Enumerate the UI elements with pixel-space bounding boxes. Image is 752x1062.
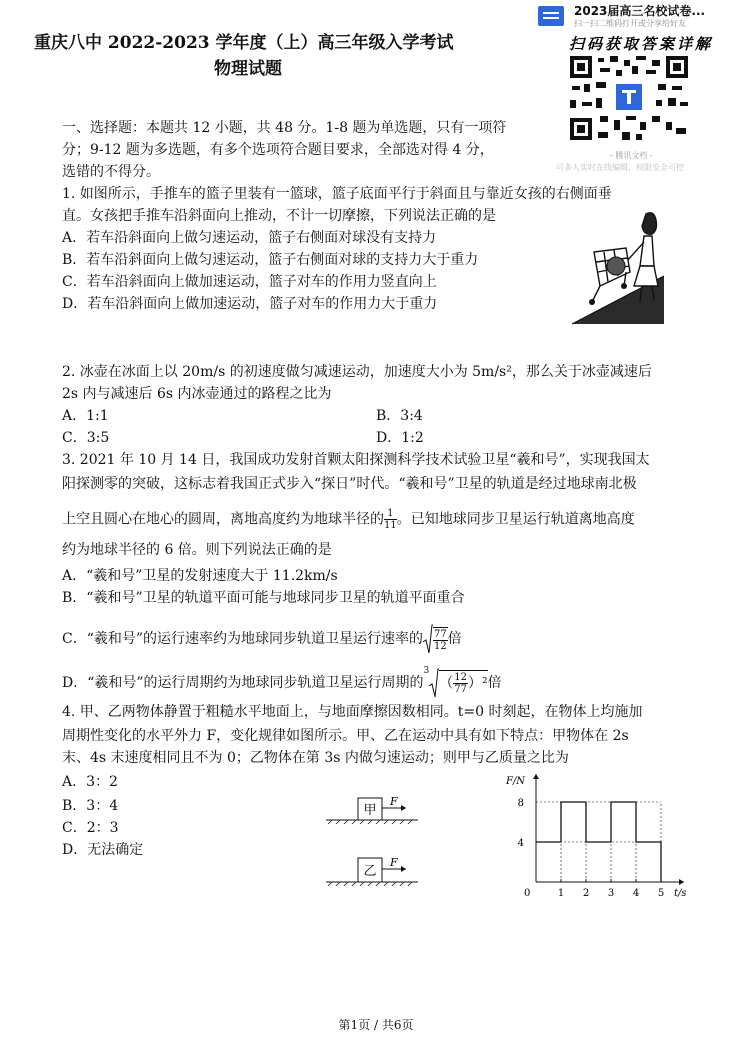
q3-option-d-den: 77 (454, 683, 468, 695)
x-tick-label: 2 (582, 888, 590, 899)
promo-banner[interactable] (530, 0, 752, 30)
q4-option-b: B．3：4 (62, 798, 119, 814)
q1-stem-2: 直。女孩把手推车沿斜面向上推动，不计一切摩擦，下列说法正确的是 (62, 208, 496, 224)
q3-stem-3-part2: 。已知地球同步卫星运行轨道离地高度 (396, 511, 635, 528)
q3-option-d-num: 12 (454, 671, 468, 683)
q4-force-time-chart (500, 770, 690, 900)
q3-option-c-num: 77 (434, 628, 447, 640)
q1-option-d: D．若车沿斜面向上做加速运动，篮子对车的作用力大于重力 (62, 296, 438, 312)
q4-option-d: D．无法确定 (62, 842, 144, 858)
q3-option-a: A．“羲和号”卫星的发射速度大于 11.2km/s (62, 568, 338, 584)
origin-label: 0 (524, 888, 531, 899)
promo-title: 2023届高三名校试卷... (574, 4, 706, 18)
q4-option-c: C．2：3 (62, 820, 119, 836)
q1-girl-cart-figure (572, 206, 664, 326)
x-tick-label: 4 (632, 888, 640, 899)
q4-stem-2: 周期性变化的水平外力 F，变化规律如图所示。甲、乙在运动中具有如下特点：甲物体在 2s (62, 728, 629, 744)
q1-option-b: B．若车沿斜面向上做匀速运动，篮子右侧面对球的支持力大于重力 (62, 252, 479, 268)
promo-qr-card[interactable] (530, 0, 752, 178)
q3-option-c-text: C．“羲和号”的运行速率约为地球同步轨道卫星运行速率的 (62, 631, 424, 647)
q3-stem-3-part1: 上空且圆心在地心的圆周，离地高度约为地球半径的 (62, 511, 384, 528)
q4-stem-1: 4. 甲、乙两物体静置于粗糙水平地面上，与地面摩擦因数相同。t=0 时刻起，在物体上均施加 (62, 704, 643, 720)
q2-stem-2: 2s 内与减速后 6s 内冰壶通过的路程之比为 (62, 386, 332, 402)
x-tick-label: 3 (607, 888, 615, 899)
x-axis-arrow (679, 879, 684, 885)
q3-fraction-num: 1 (384, 508, 397, 520)
q4-stem-3: 末、4s 末速度相同且不为 0；乙物体在第 3s 内做匀速运动；则甲与乙质量之比为 (62, 750, 569, 766)
force-series-line (536, 802, 661, 882)
q3-fraction-den: 11 (384, 520, 397, 531)
q1-option-c: C．若车沿斜面向上做加速运动，篮子对车的作用力竖直向上 (62, 274, 437, 290)
q3-stem-4: 约为地球半径的 6 倍。则下列说法正确的是 (62, 542, 332, 558)
q3-stem-1: 3. 2021 年 10 月 14 日，我国成功发射首颗太阳探测科学技术试验卫星“羲和号”，实现我国太 (62, 452, 650, 468)
q2-option-a: A．1:1 (62, 408, 109, 424)
q3-option-c (62, 624, 462, 654)
block-jia-label: 甲 (363, 803, 377, 818)
q2-option-c: C．3:5 (62, 430, 110, 446)
q3-stem-2: 阳探测零的突破，这标志着我国正式步入“探日”时代。“羲和号”卫星的轨道是经过地球南北极 (62, 476, 637, 492)
q3-option-d-radicand (439, 670, 487, 695)
page-number: 第1页 / 共6页 (338, 1018, 414, 1032)
y-tick-label: 8 (517, 798, 524, 809)
root-sign-icon (429, 668, 439, 698)
q3-option-c-sqrt (423, 624, 448, 654)
x-axis-label: t/s (674, 888, 687, 899)
q3-option-c-den: 12 (434, 640, 447, 652)
section-intro-3: 选错的不得分。 (62, 164, 160, 180)
document-icon (538, 6, 564, 26)
x-tick-label: 5 (657, 888, 665, 899)
q1-option-a: A．若车沿斜面向上做匀速运动，篮子右侧面对球没有支持力 (62, 230, 437, 246)
promo-slogan: 扫码获取答案详解 (568, 35, 713, 53)
x-tick-label: 1 (557, 888, 565, 899)
q2-stem-1: 2. 冰壶在冰面上以 20m/s 的初速度做匀减速运动，加速度大小为 5m/s²，那么关于冰壶减速后 (62, 364, 652, 380)
q3-option-b: B．“羲和号”卫星的轨道平面可能与地球同步卫星的轨道平面重合 (62, 590, 465, 606)
q4-blocks-figure (322, 794, 422, 894)
section-intro-1: 一、选择题：本题共 12 小题，共 48 分。1-8 题为单选题，只有一项符 (62, 120, 507, 136)
promo-footer-note: 可多人实时在线编辑，权限安全可控 (556, 163, 684, 172)
q3-option-d-rparen: ）² (468, 675, 488, 691)
block-yi-label: 乙 (363, 864, 377, 879)
y-axis-arrow (533, 774, 539, 779)
block-yi-force: F (390, 856, 398, 869)
q3-stem-3 (62, 508, 635, 531)
q4-option-a: A．3：2 (62, 774, 118, 790)
exam-subtitle: 物理试题 (214, 59, 282, 79)
q3-option-d-lparen: （ (439, 675, 454, 691)
promo-footer-brand: - 腾讯文档 - (610, 151, 653, 160)
sqrt-sign-icon (423, 624, 433, 654)
q3-option-d-text: D．“羲和号”的运行周期约为地球同步轨道卫星运行周期的 (62, 675, 424, 691)
exam-title: 重庆八中 2022-2023 学年度（上）高三年级入学考试 (34, 33, 454, 53)
y-axis-label: F/N (506, 776, 526, 787)
block-jia-force: F (390, 795, 398, 808)
q3-option-d-index: 3 (423, 666, 430, 677)
q3-option-d (62, 668, 502, 698)
q2-option-d: D．1:2 (376, 430, 424, 446)
q3-option-d-frac (453, 672, 468, 695)
q2-option-b: B．3:4 (376, 408, 423, 424)
q3-option-d-cbrt (424, 668, 488, 698)
q3-fraction (384, 508, 397, 531)
q3-option-c-suffix: 倍 (447, 631, 462, 647)
block-jia (326, 795, 418, 824)
qr-code-icon[interactable] (570, 56, 688, 140)
q3-option-d-suffix: 倍 (487, 675, 502, 691)
q3-option-c-frac (433, 627, 448, 652)
y-tick-label: 4 (517, 838, 524, 849)
q1-stem-1: 1. 如图所示，手推车的篮子里装有一篮球，篮子底面平行于斜面且与靠近女孩的右侧面垂 (62, 186, 612, 202)
block-yi (326, 856, 418, 886)
section-intro-2: 分；9-12 题为多选题，有多个选项符合题目要求，全部选对得 4 分， (62, 142, 494, 158)
promo-subtitle: 扫一扫二维码打开或分享给好友 (574, 19, 686, 28)
